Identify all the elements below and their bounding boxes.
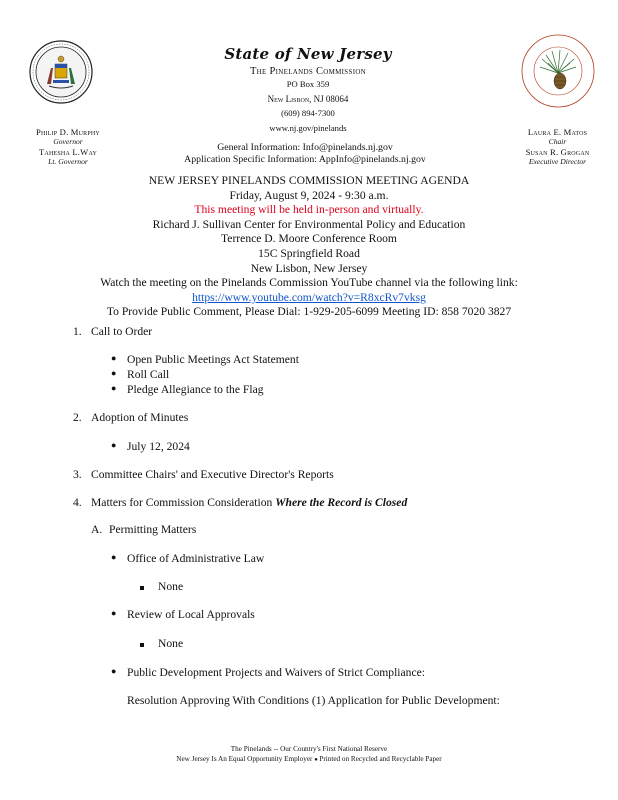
executive-director-role: Executive Director [528,157,587,166]
meeting-room: Terrence D. Moore Conference Room [221,232,397,246]
letterhead-city: New Lisbon, NJ 08064 [267,93,349,104]
square-bullet-icon [140,643,144,647]
meeting-notice: This meeting will be held in-person and virtually. [194,203,424,217]
letterhead-commission: The Pinelands Commission [249,66,367,77]
footer-employer-line [0,754,618,765]
meeting-street: 15C Springfield Road [258,246,360,260]
governor-name: Philip D. Murphy [36,127,100,137]
list-item-text: Open Public Meetings Act Statement [127,353,299,366]
footer-employer: New Jersey Is An Equal Opportunity Employer [176,755,313,763]
list-item-text: Roll Call [127,368,170,381]
bullet-icon: ● [314,757,320,763]
general-info-email: General Information: Info@pinelands.nj.gov [217,142,393,153]
list-item-text: None [158,580,184,593]
footer-recycled: Printed on Recycled and Recyclable Paper [319,755,442,763]
agenda-item-label-emphasis: Where the Record is Closed [275,496,408,509]
letterhead-phone: (609) 894-7300 [281,108,335,118]
bullet-icon: ● [111,383,117,393]
governor-role: Governor [53,137,83,146]
agenda-item-label: Committee Chairs' and Executive Director's Reports [91,468,334,481]
sub-item-label: Permitting Matters [109,523,197,536]
footer [0,744,618,765]
agenda-item-label: Call to Order [91,325,153,338]
footer-tagline: The Pinelands -- Our Country's First National Reserve [230,745,388,753]
public-comment-info: To Provide Public Comment, Please Dial: 1-929-205-6099 Meeting ID: 858 7020 3827 [106,305,512,319]
bullet-icon: ● [111,440,117,450]
application-info-email: Application Specific Information: AppInfo@pinelands.nj.gov [184,154,426,165]
lt-governor-role: Lt. Governor [48,157,88,166]
letterhead-website: www.nj.gov/pinelands [269,122,347,133]
letterhead-title: State of New Jersey [224,45,392,63]
letterhead [190,45,426,135]
commission-officials-block [505,127,610,167]
bullet-icon: ● [111,368,117,378]
youtube-link[interactable]: https://www.youtube.com/watch?v=R8xcRv7vksg [192,290,426,304]
bullet-icon: ● [111,608,117,618]
meeting-town: New Lisbon, New Jersey [250,261,368,275]
chair-role: Chair [548,137,567,146]
agenda-item-number: 4. [73,496,82,509]
pinelands-commission-seal-icon [520,33,596,109]
bullet-icon: ● [111,666,117,676]
agenda-item-label [91,496,407,509]
list-item-text: Pledge Allegiance to the Flag [127,383,264,396]
bullet-icon: ● [111,552,117,562]
nj-state-seal-icon [29,40,93,104]
meeting-venue: Richard J. Sullivan Center for Environmental Policy and Education [152,217,466,231]
contact-info [160,142,450,166]
list-item-text: None [158,637,184,650]
agenda-item-number: 1. [73,325,82,338]
agenda-title: NEW JERSEY PINELANDS COMMISSION MEETING AGENDA [148,174,470,187]
agenda-item-number: 3. [73,468,82,481]
resolution-label: Resolution Approving With Conditions (1) Application for Public Development: [127,694,500,707]
bullet-icon: ● [111,353,117,363]
meeting-date: Friday, August 9, 2024 - 9:30 a.m. [229,188,389,202]
list-item-text: Public Development Projects and Waivers of Strict Compliance: [127,666,425,679]
watch-instructions: Watch the meeting on the Pinelands Commission YouTube channel via the following link: [100,276,518,290]
lt-governor-name: Tahesha L.Way [39,147,97,157]
list-item-text: Office of Administrative Law [127,552,265,565]
square-bullet-icon [140,586,144,590]
governor-block [18,127,118,167]
agenda-item-label-text: Matters for Commission Consideration [91,496,276,509]
letterhead-po-box: PO Box 359 [286,79,330,89]
chair-name: Laura E. Matos [527,127,588,137]
list-item-text: Review of Local Approvals [127,608,255,621]
agenda-item-number: 2. [73,411,82,424]
sub-item-letter: A. [91,523,103,536]
agenda-header [40,174,578,320]
list-item-text: July 12, 2024 [127,440,190,453]
agenda-item-label: Adoption of Minutes [91,411,189,424]
executive-director-name: Susan R. Grogan [525,147,590,157]
